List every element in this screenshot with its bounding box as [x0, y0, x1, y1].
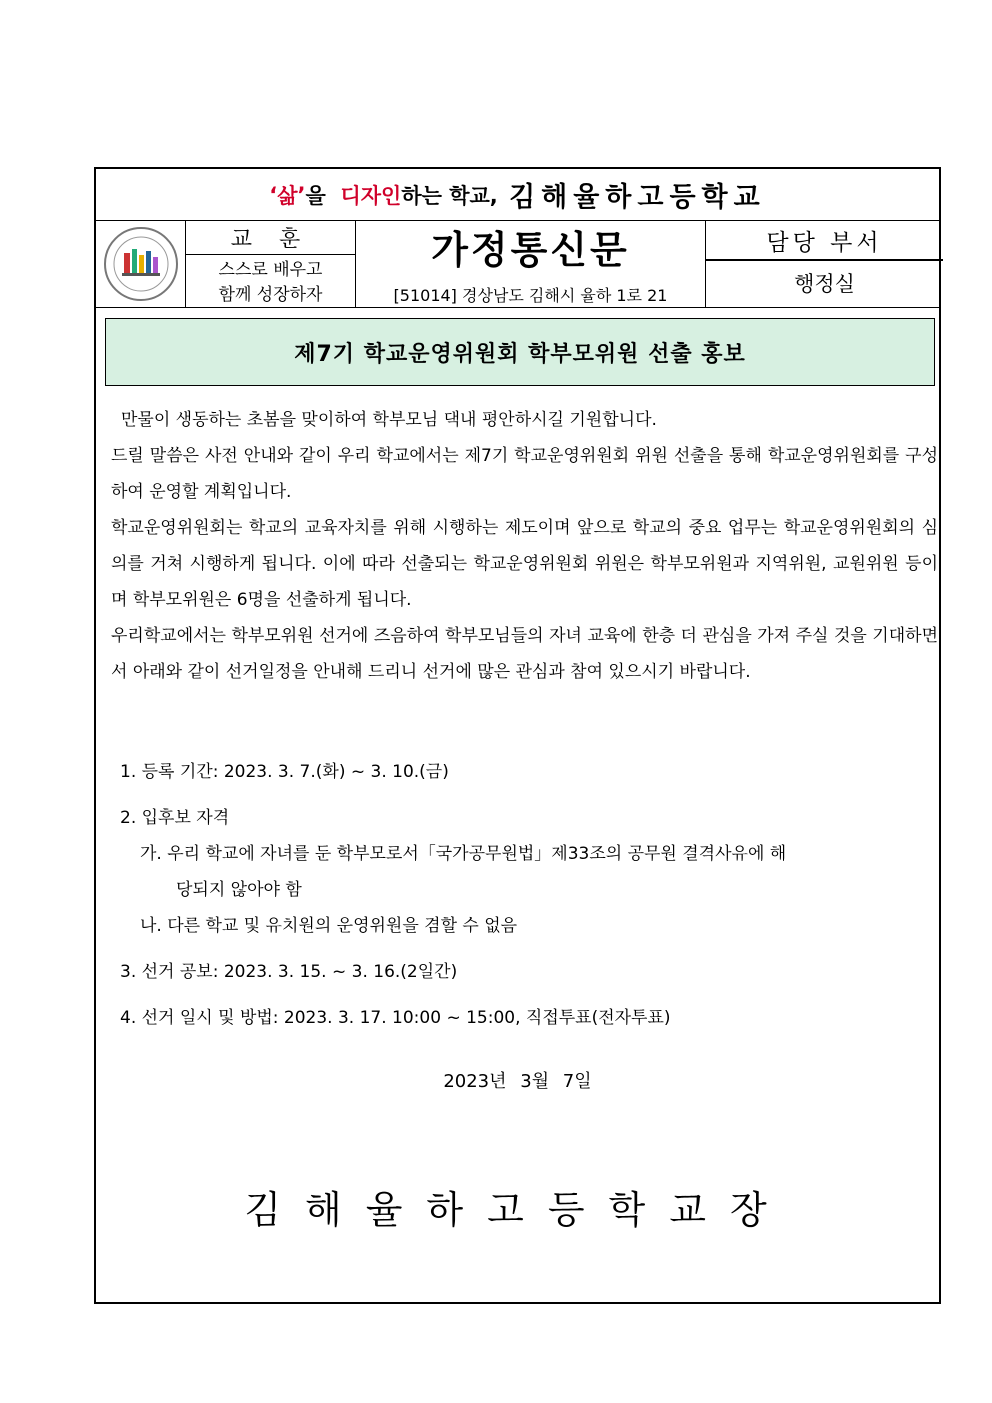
paragraph-greeting: 만물이 생동하는 초봄을 맞이하여 학부모님 댁내 평안하시길 기원합니다. [121, 410, 657, 430]
list-subitem-a-cont: 당되지 않아야 함 [176, 880, 302, 900]
slogan-quote-open: ‘ [269, 182, 278, 207]
title-cell [356, 221, 706, 307]
list-item-registration: 1. 등록 기간: 2023. 3. 7.(화) ~ 3. 10.(금) [120, 762, 449, 782]
motto-label: 교 훈 [186, 221, 355, 255]
school-logo-icon [102, 225, 180, 303]
dept-cell [706, 221, 943, 307]
paragraph-committee: 학교운영위원회는 학교의 교육자치를 위해 시행하는 제도이며 앞으로 학교의 중요 업무는 학교운영위원회의 심의를 거쳐 시행하게 됩니다. 이에 따라 선출되는 학교운영위원회 위원은 학부모위원과 지역위원, 교원위원 등이며 학부모위원은 6명을 선출하게 됩니다. [111, 518, 938, 610]
list-subitem-a: 가. 우리 학교에 자녀를 둔 학부모로서「국가공무원법」제33조의 공무원 결격사유에 해 [140, 844, 787, 864]
list-item-publicity: 3. 선거 공보: 2023. 3. 15. ~ 3. 16.(2일간) [120, 962, 458, 982]
slogan-quote-close: ’ [297, 182, 306, 207]
dept-label: 담당 부서 [706, 221, 943, 261]
slogan-word-design: 디자인 [340, 183, 402, 208]
list-item-eligibility: 2. 입후보 자격 [120, 808, 230, 828]
document-frame [94, 167, 941, 1304]
body-text [111, 402, 938, 690]
header-table [96, 221, 939, 307]
doc-title: 가정통신문 [431, 227, 630, 272]
paragraph-intro: 드릴 말씀은 사전 안내와 같이 우리 학교에서는 제7기 학교운영위원회 위원 선출을 통해 학교운영위원회를 구성하여 운영할 계획입니다. [111, 446, 938, 502]
school-name: 김해율하고등학교 [509, 182, 766, 213]
schedule-list [120, 754, 940, 1036]
header-divider [96, 307, 939, 308]
motto-line1: 스스로 배우고 [218, 260, 323, 280]
school-logo-cell [96, 221, 186, 307]
slogan-part3: 하는 학교, [401, 183, 506, 208]
paragraph-request: 우리학교에서는 학부모위원 선거에 즈음하여 학부모님들의 자녀 교육에 한층 더 관심을 가져 주실 것을 기대하면서 아래와 같이 선거일정을 안내해 드리니 선거에 많은 관심과 참여 있으시기 바랍니다. [111, 626, 938, 682]
slogan-part2: 을 [305, 183, 341, 208]
motto-line2: 함께 성장하자 [218, 285, 323, 305]
dept-value: 행정실 [794, 272, 855, 296]
list-item-election: 4. 선거 일시 및 방법: 2023. 3. 17. 10:00 ~ 15:00, 직접투표(전자투표) [120, 1008, 671, 1028]
motto-cell [186, 221, 356, 307]
principal-signature: 김해율하고등학교장 [244, 1188, 791, 1232]
notice-title: 제7기 학교운영위원회 학부모위원 선출 홍보 [105, 318, 935, 386]
slogan-word-life: 삶 [277, 183, 298, 208]
school-address: [51014] 경상남도 김해시 율하 1로 21 [393, 286, 668, 305]
issue-date: 2023년 3월 7일 [443, 1071, 592, 1092]
list-subitem-b: 나. 다른 학교 및 유치원의 운영위원을 겸할 수 없음 [140, 916, 518, 936]
slogan-row [96, 169, 939, 221]
